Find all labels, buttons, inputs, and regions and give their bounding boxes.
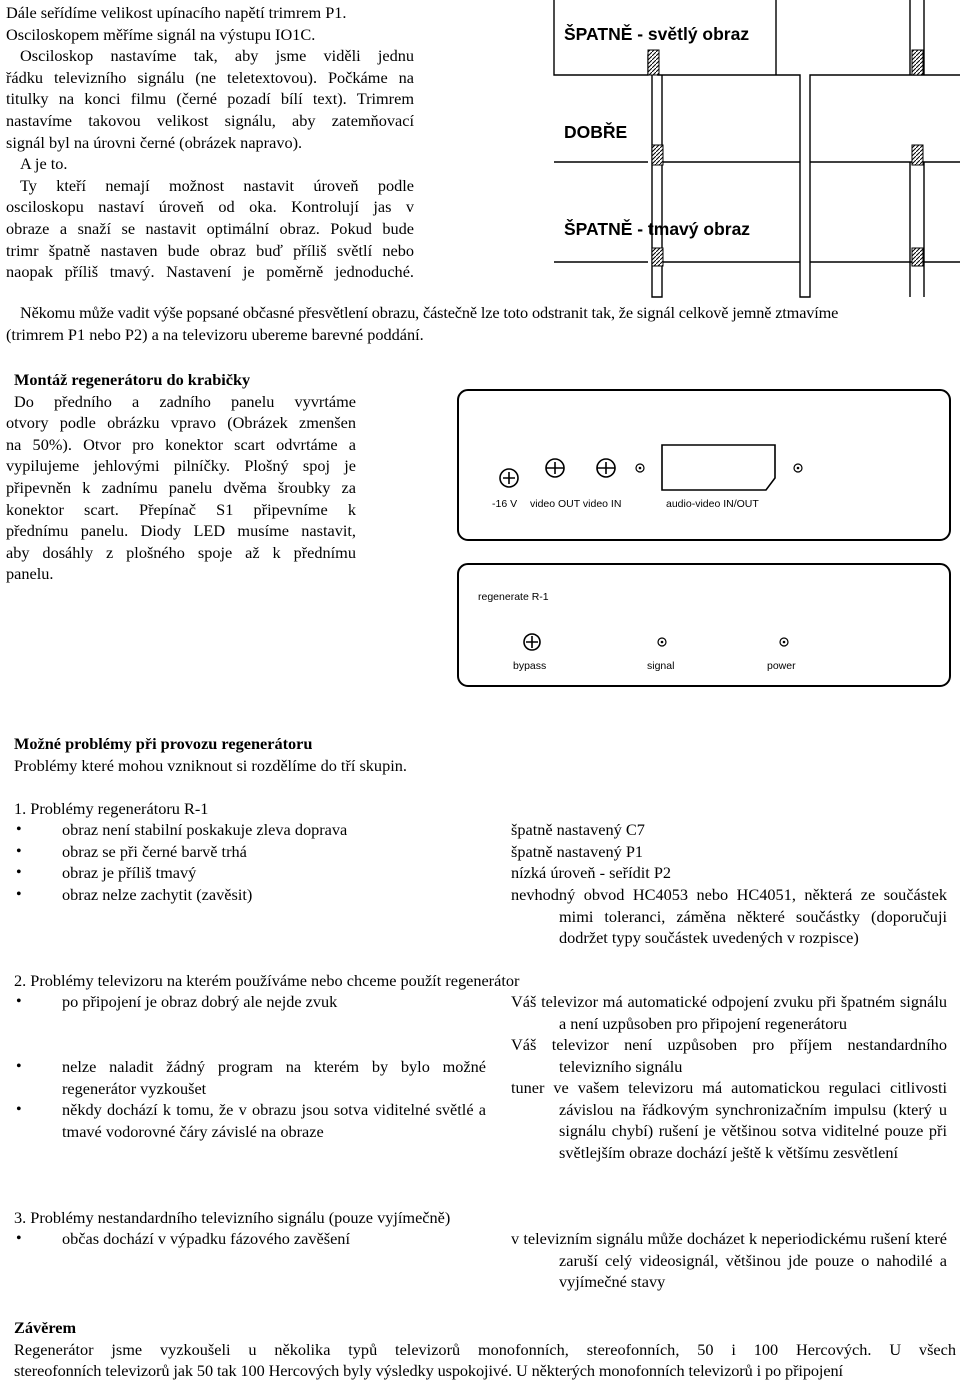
signal-waveform: [554, 0, 960, 297]
screw-hole-icon: [794, 464, 802, 472]
bullet: •: [16, 1058, 22, 1075]
assembly-section: [6, 369, 356, 585]
label-audio-video: audio-video IN/OUT: [666, 498, 759, 510]
bullet: •: [16, 864, 22, 881]
sync-pulse-hatch: [652, 248, 663, 266]
problem-text: občas dochází v výpadku fázového zavěšení: [62, 1229, 350, 1248]
intro-line: osciloskopu nastaví úroveň od oka. Kontrolují jas v: [6, 197, 414, 217]
problem-text: obraz nelze zachytit (zavěsit): [62, 885, 253, 904]
group2-title: 2. Problémy televizoru na kterém používáme nebo chceme použít regenerátor: [14, 971, 520, 990]
label-video: video OUT video IN: [530, 498, 622, 510]
bullet: •: [16, 843, 22, 860]
cause-text: Váš televizor není uzpůsoben pro příjem nestandardního televizního signálu: [511, 1035, 947, 1076]
front-panel-title: regenerate R-1: [478, 591, 549, 603]
note-paragraph: [6, 302, 956, 345]
conclusion-section: [14, 1317, 956, 1382]
label-bypass: bypass: [513, 660, 547, 672]
problems-intro: Problémy které mohou vzniknout si rozdělíme do tří skupin.: [14, 755, 407, 775]
problem-text: po připojení je obraz dobrý ale nejde zvuk: [62, 992, 338, 1011]
label-power: power: [767, 660, 796, 672]
cause-text: nízká úroveň - seřídit P2: [511, 863, 672, 882]
conclusion-heading: Závěrem: [14, 1318, 77, 1337]
sync-pulse-hatch: [912, 145, 923, 165]
signal-led-icon: [658, 638, 666, 646]
problem-text: obraz je příliš tmavý: [62, 863, 197, 882]
note-line: (trimrem P1 nebo P2) a na televizoru ubereme barevné poddání.: [6, 324, 424, 344]
conclusion-line: Regenerátor jsme vyzkoušeli u několika typů televizorů monofonních, stereofonních, 50 i 100 Hercových. U všech: [14, 1339, 956, 1359]
assembly-line: přednímu panelu. Diody LED musíme nastavit,: [6, 521, 356, 541]
sync-pulse-hatch: [912, 50, 923, 75]
cause-text: špatně nastavený C7: [511, 820, 645, 839]
problem-text: obraz není stabilní poskakuje zleva doprava: [62, 820, 348, 839]
sync-pulse-hatch: [652, 145, 663, 165]
intro-line: naopak příliš tmavý. Nastavení je poměrně jednoduché.: [6, 262, 414, 282]
label-good: DOBŘE: [564, 122, 628, 142]
bullet: •: [16, 821, 22, 838]
sync-pulse-hatch: [912, 248, 923, 266]
label-16v: -16 V: [492, 498, 518, 510]
label-bad-light: ŠPATNĚ - světlý obraz: [564, 24, 750, 44]
power-led-icon: [780, 638, 788, 646]
intro-line: trimr špatně nastaven bude obraz buď příliš světlí nebo: [6, 240, 414, 260]
problems-heading-block: [14, 733, 914, 776]
assembly-line: konektor scart. Přepínač S1 připevníme k: [6, 499, 356, 519]
assembly-heading: Montáž regenerátoru do krabičky: [14, 370, 251, 389]
assembly-line: otvory podle obrázku vpravo (Obrázek zmenšen: [6, 413, 356, 433]
intro-line: A je to.: [20, 154, 68, 174]
group1-title: 1. Problémy regenerátoru R-1: [14, 799, 209, 818]
video-out-jack-icon: [546, 459, 564, 477]
video-in-jack-icon: [597, 459, 615, 477]
intro-line: Dále seřídíme velikost upínacího napětí trimrem P1.: [6, 3, 347, 22]
bypass-switch-icon: [524, 634, 540, 650]
cause-text: špatně nastavený P1: [511, 842, 644, 861]
cause-text: Váš televizor má automatické odpojení zvuku při špatném signálu a není uzpůsoben pro připojení regenerátoru: [511, 992, 947, 1033]
bullet: •: [16, 1101, 22, 1118]
problem-text: někdy dochází k tomu, že v obrazu jsou sotva viditelné světlé a tmavé vodorovné čáry závislé na obraze: [62, 1100, 486, 1141]
cause-text: tuner ve vašem televizoru má automatickou regulaci citlivosti závislou na řádkovým synchronizačním impulsu (který u signálu chybí) rušení je většinou sotva viditelné pouze při světlejším obraze dochází ještě k většímu zesvětlení: [511, 1078, 947, 1162]
label-signal: signal: [647, 660, 675, 672]
intro-line: signál byl na úrovni černé (obrázek napravo).: [6, 132, 303, 152]
assembly-line: panelu.: [6, 564, 54, 584]
bullet: •: [16, 993, 22, 1010]
sync-pulse-hatch: [648, 50, 659, 75]
assembly-line: na 50%). Otvor pro konektor scart odvrtáme a: [6, 434, 356, 454]
intro-paragraph: [6, 2, 414, 283]
intro-line: obraze a snaží se nastavit optimální obraz. Pokud bude: [6, 218, 414, 238]
screw-hole-icon: [636, 464, 644, 472]
intro-line: titulky na konci filmu (černé pozadí bílí text). Trimrem: [6, 89, 414, 109]
dc-jack-icon: [500, 469, 518, 487]
intro-line: Osciloskopem měříme signál na výstupu IO1C.: [6, 24, 316, 44]
assembly-line: připevněn k zadnímu panelu dvěma šroubky za: [6, 477, 356, 497]
scart-connector-icon: [662, 445, 775, 490]
cause-text: nevhodný obvod HC4053 nebo HC4051, některá ze součástek mimi toleranci, záměna některé součástky (doporučuji dodržet typy součástek uvedených v rozpisce): [511, 885, 947, 948]
intro-line: řádku televizního signálu (ne teletextovou). Počkáme na: [6, 67, 414, 87]
assembly-line: Do předního a zadního panelu vyvrtáme: [14, 391, 356, 411]
assembly-line: vypilujeme jehlovými pilníčky. Plošný spoj je: [6, 456, 356, 476]
conclusion-line: stereofonních televizorů jak 50 tak 100 Hercových byly výsledky uspokojivé. U některých monofonních televizorů i po připojení: [14, 1361, 843, 1381]
intro-line: nastavíme takovou velikost signálu, aby zatemňovací: [6, 110, 414, 130]
bullet: •: [16, 886, 22, 903]
bullet: •: [16, 1230, 22, 1247]
group3-title: 3. Problémy nestandardního televizního signálu (pouze vyjímečně): [14, 1208, 451, 1227]
intro-line: Osciloskop nastavíme tak, aby jsme viděli jednu: [20, 46, 414, 66]
problem-text: nelze naladit žádný program na kterém by bylo možné regenerátor vyzkoušet: [62, 1057, 486, 1098]
problem-text: obraz se při černé barvě trhá: [62, 842, 247, 861]
intro-line: Ty kteří nemají možnost nastavit úroveň podle: [20, 175, 414, 195]
assembly-line: aby dosáhly z plošného spoje až k přednímu: [6, 542, 356, 562]
signal-waveform-levels: [554, 162, 960, 262]
cause-text: v televizním signálu může docházet k neperiodickému rušení které zaruší celý videosignál, většinou jde pouze o nahodilé a vyjímečné stavy: [511, 1229, 947, 1292]
note-line: Někomu může vadit výše popsané občasné přesvětlení obrazu, částečně lze toto odstranit tak, že signál celkově jemně ztmavíme: [20, 303, 839, 322]
signal-level-figure: [540, 0, 960, 300]
problems-heading: Možné problémy při provozu regenerátoru: [14, 734, 313, 753]
label-bad-dark: ŠPATNĚ - tmavý obraz: [564, 219, 751, 239]
panel-drawing: [450, 382, 960, 702]
